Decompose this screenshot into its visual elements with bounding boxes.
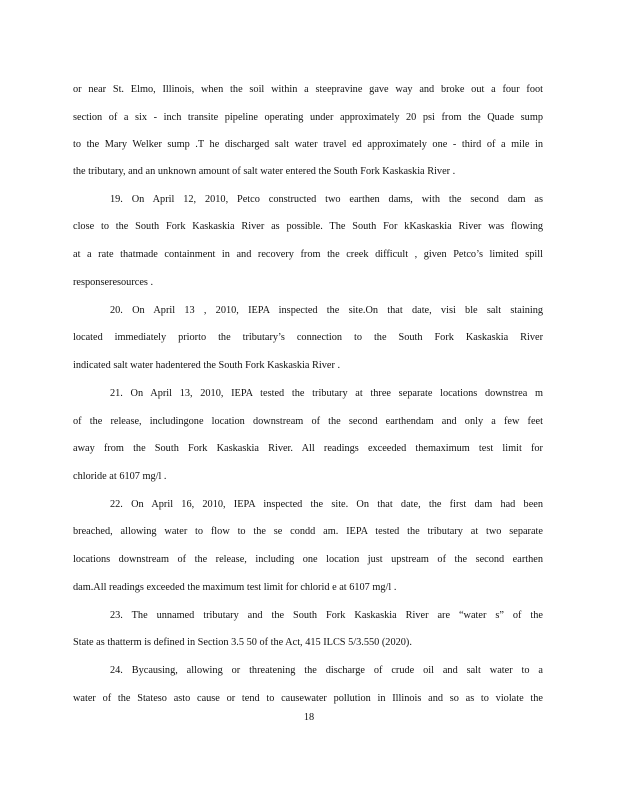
text-line: chloride at 6107 mg/l . [73,471,167,482]
text-line: or near St. Elmo, Illinois, when the soil within a steepravine gave way and broke out a four foot [73,84,543,95]
paragraph-19-first-line: 19. On April 12, 2010, Petco constructed two earthen dams, with the second dam as [110,194,543,205]
text-line: locations downstream of the release, including one location just upstream of the second earthen [73,554,543,565]
text-line: to the Mary Welker sump .T he discharged salt water travel ed approximately one - third of a mile in [73,139,543,150]
text-line: responseresources . [73,277,154,288]
text-line: at a rate thatmade containment in and recovery from the creek difficult , given Petco’s limited spill [73,249,543,260]
text-line: located immediately priorto the tributary’s connection to the South Fork Kaskaskia River [73,332,543,343]
text-line: indicated salt water hadentered the South Fork Kaskaskia River . [73,360,341,371]
page-number: 18 [303,712,315,723]
text-line: dam.All readings exceeded the maximum test limit for chlorid e at 6107 mg/l . [73,582,397,593]
text-line: breached, allowing water to flow to the se condd am. IEPA tested the tributary at two separate [73,526,543,537]
text-line: section of a six - inch transite pipeline operating under approximately 20 psi from the Quade sump [73,112,543,123]
text-line: State as thatterm is defined in Section 3.5 50 of the Act, 415 ILCS 5/3.550 (2020). [73,637,412,648]
paragraph-20-first-line: 20. On April 13 , 2010, IEPA inspected the site.On that date, visi ble salt staining [110,305,543,316]
paragraph-24-first-line: 24. Bycausing, allowing or threatening the discharge of crude oil and salt water to a [110,665,543,676]
text-line: the tributary, and an unknown amount of salt water entered the South Fork Kaskaskia River . [73,166,456,177]
paragraph-21-first-line: 21. On April 13, 2010, IEPA tested the tributary at three separate locations downstrea m [110,388,543,399]
paragraph-22-first-line: 22. On April 16, 2010, IEPA inspected the site. On that date, the first dam had been [110,499,543,510]
text-line: water of the Stateso asto cause or tend to causewater pollution in Illinois and so as to violate the [73,693,543,704]
paragraph-23-first-line: 23. The unnamed tributary and the South Fork Kaskaskia River are “water s” of the [110,610,543,621]
text-line: away from the South Fork Kaskaskia River. All readings exceeded themaximum test limit for [73,443,543,454]
text-line: of the release, includingone location downstream of the second earthendam and only a few feet [73,416,543,427]
text-line: close to the South Fork Kaskaskia River as possible. The South For kKaskaskia River was flowing [73,221,543,232]
